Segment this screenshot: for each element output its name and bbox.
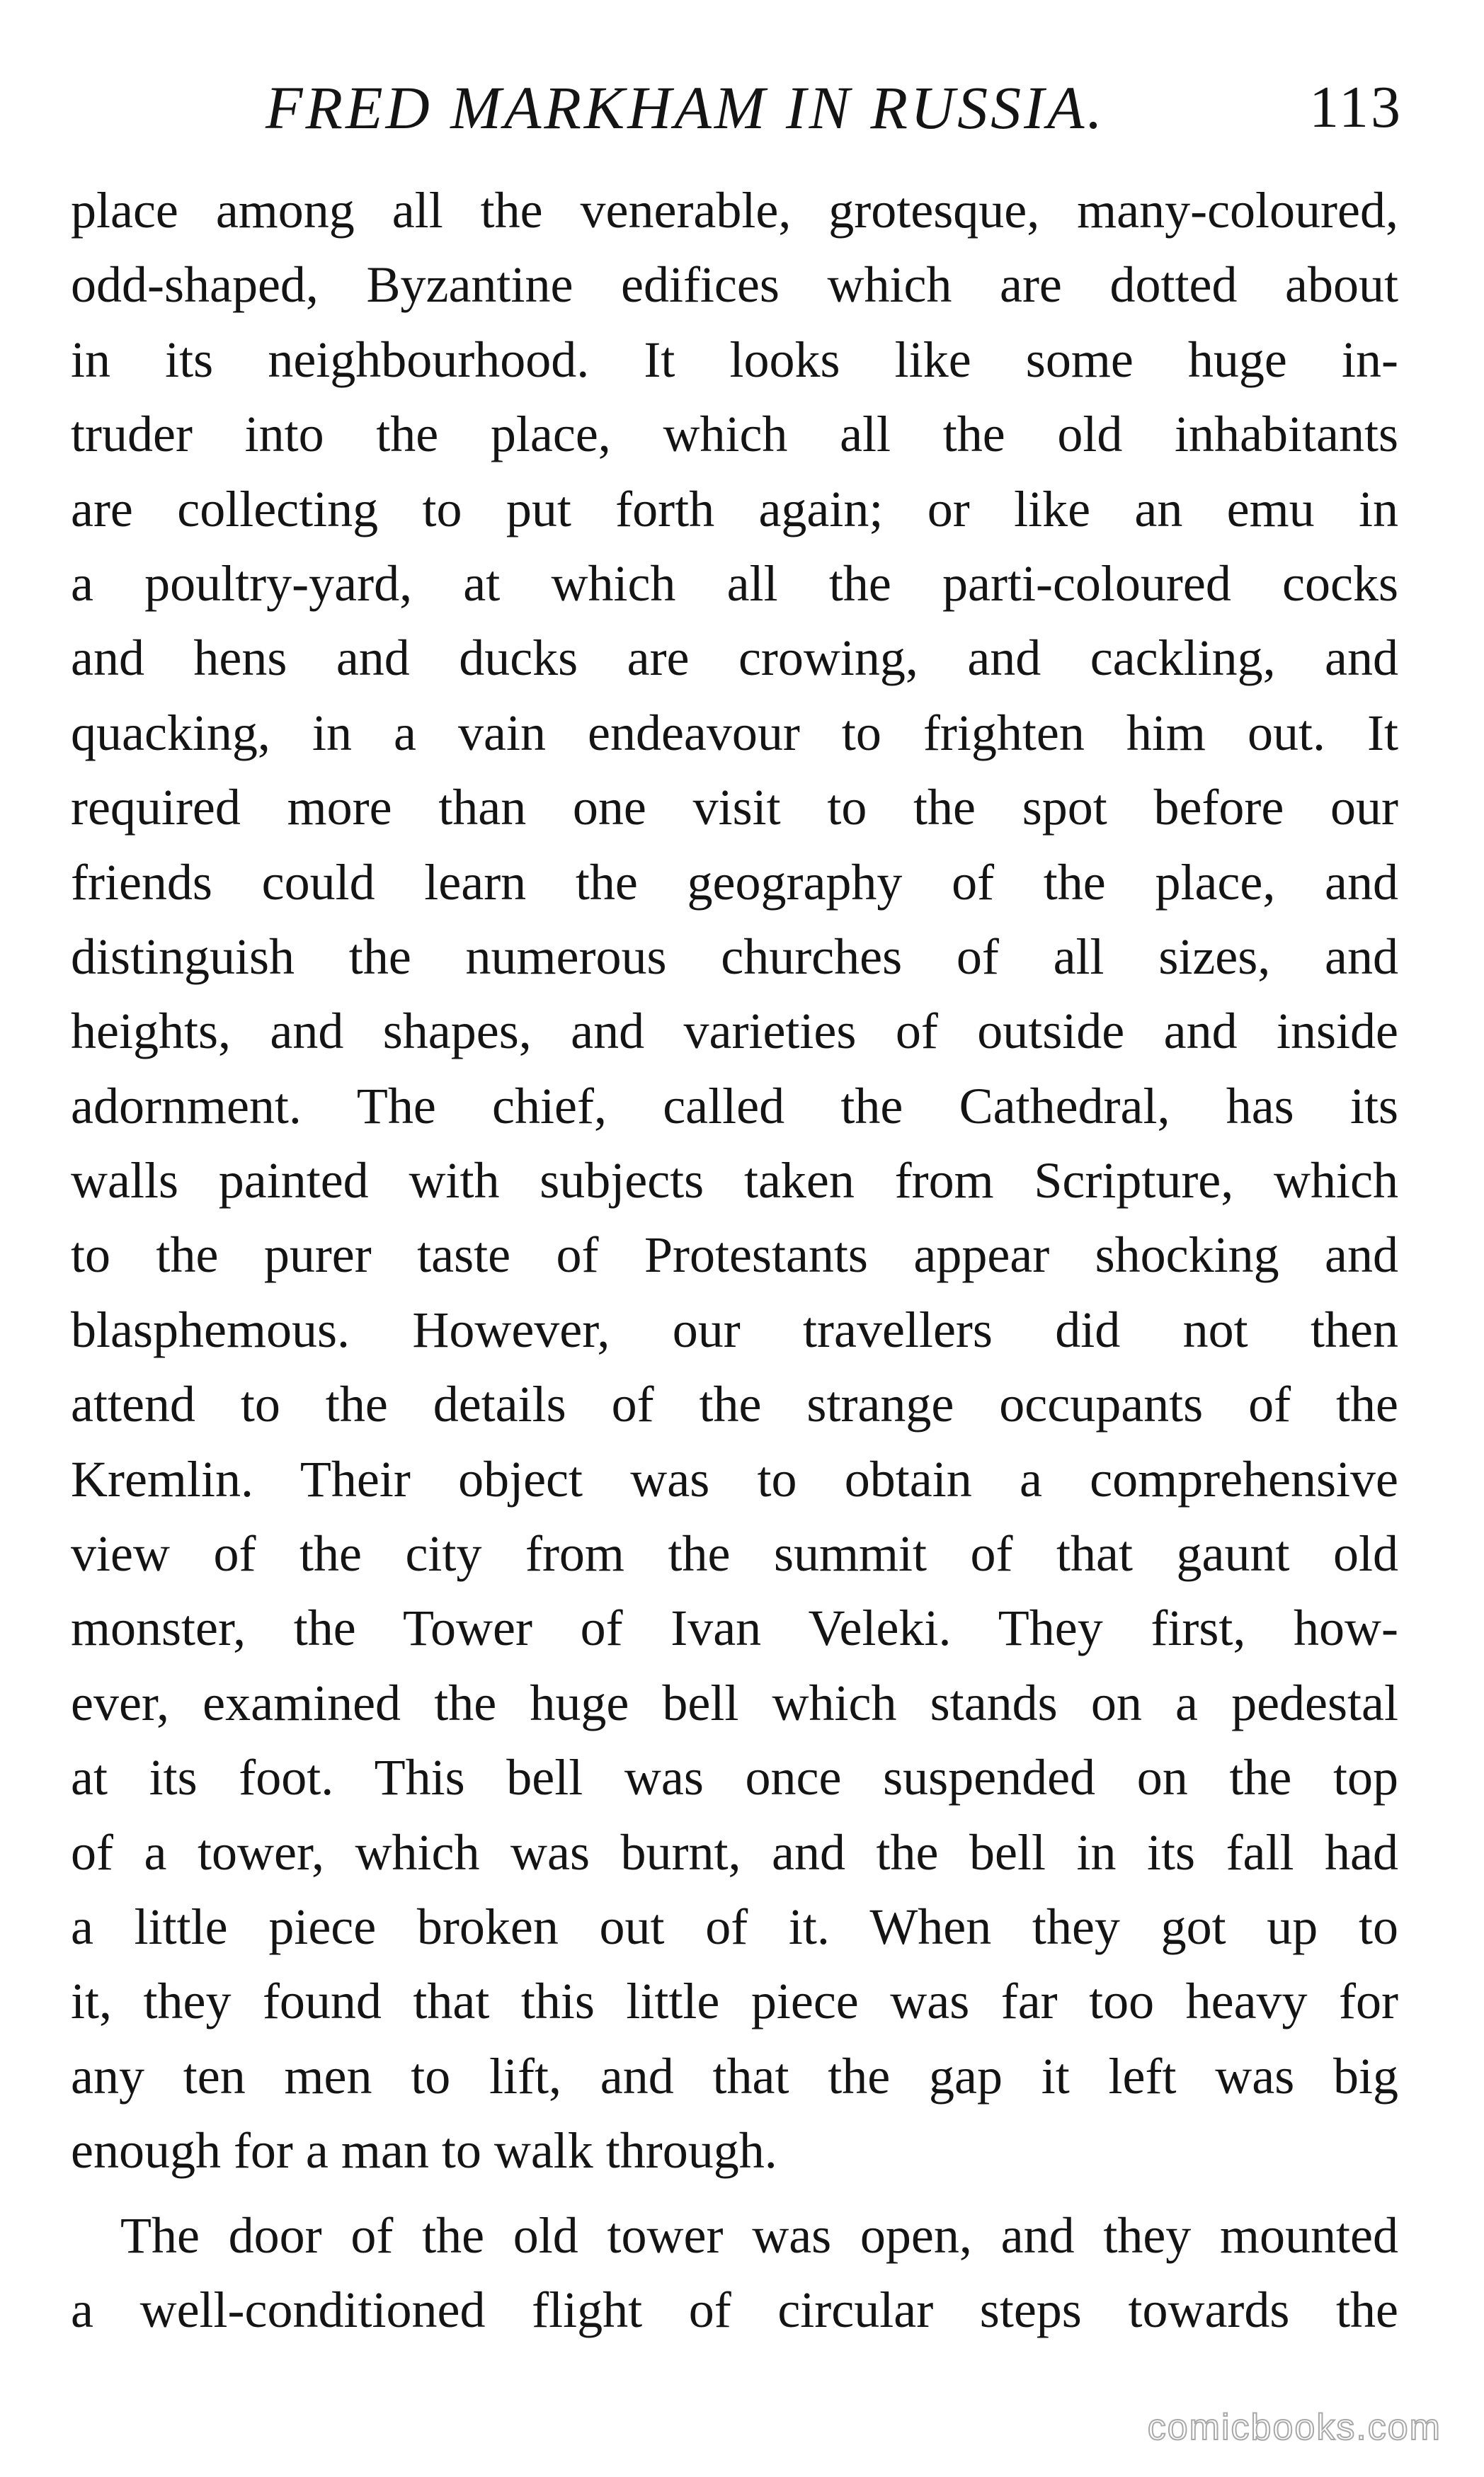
text-line: Kremlin. Their object was to obtain a comprehensive xyxy=(71,1450,1398,1508)
text-line: a well-conditioned flight of circular steps towards the xyxy=(71,2281,1398,2338)
text-line: heights, and shapes, and varieties of outside and inside xyxy=(71,1003,1398,1060)
text-line: ever, examined the huge bell which stands on a pedestal xyxy=(71,1674,1398,1731)
text-line: blasphemous. However, our travellers did not then xyxy=(71,1301,1398,1358)
page-number: 113 xyxy=(1309,74,1403,140)
text-line: to the purer taste of Protestants appear shocking and xyxy=(71,1226,1398,1284)
text-line: any ten men to lift, and that the gap it left was big xyxy=(71,2047,1398,2105)
watermark-logo: comicbooks.com xyxy=(1147,2407,1442,2448)
text-line: quacking, in a vain endeavour to frighten him out. It xyxy=(71,704,1398,761)
text-line: friends could learn the geography of the place, and xyxy=(71,853,1398,911)
text-line: monster, the Tower of Ivan Veleki. They first, how- xyxy=(71,1600,1398,1657)
text-line: enough for a man to walk through. xyxy=(71,2122,777,2180)
text-line: and hens and ducks are crowing, and cackling, and xyxy=(71,630,1398,687)
text-line: The door of the old tower was open, and they mounted xyxy=(120,2206,1398,2264)
running-title: FRED MARKHAM IN RUSSIA. xyxy=(266,74,1105,142)
text-line: walls painted with subjects taken from Scripture, which xyxy=(71,1152,1398,1209)
text-line: at its foot. This bell was once suspended on the top xyxy=(71,1749,1398,1806)
text-line: odd-shaped, Byzantine edifices which are dotted about xyxy=(71,256,1398,314)
text-line: required more than one visit to the spot before our xyxy=(71,779,1398,836)
body-text xyxy=(71,173,1398,2347)
text-line: of a tower, which was burnt, and the bell in its fall had xyxy=(71,1823,1398,1881)
text-line: adornment. The chief, called the Cathedral, has its xyxy=(71,1077,1398,1134)
text-line: view of the city from the summit of that gaunt old xyxy=(71,1525,1398,1583)
text-line: place among all the venerable, grotesque, many-coloured, xyxy=(71,182,1398,239)
text-line: it, they found that this little piece was far too heavy for xyxy=(71,1973,1398,2030)
text-line: a poultry-yard, at which all the parti-coloured cocks xyxy=(71,554,1398,612)
text-line: in its neighbourhood. It looks like some huge in- xyxy=(71,331,1398,388)
text-line: attend to the details of the strange occupants of the xyxy=(71,1376,1398,1433)
running-header xyxy=(0,65,1484,150)
text-line: are collecting to put forth again; or like an emu in xyxy=(71,480,1398,537)
text-line: distinguish the numerous churches of all sizes, and xyxy=(71,928,1398,985)
text-line: truder into the place, which all the old inhabitants xyxy=(71,406,1398,463)
text-line: a little piece broken out of it. When they got up to xyxy=(71,1898,1398,1955)
